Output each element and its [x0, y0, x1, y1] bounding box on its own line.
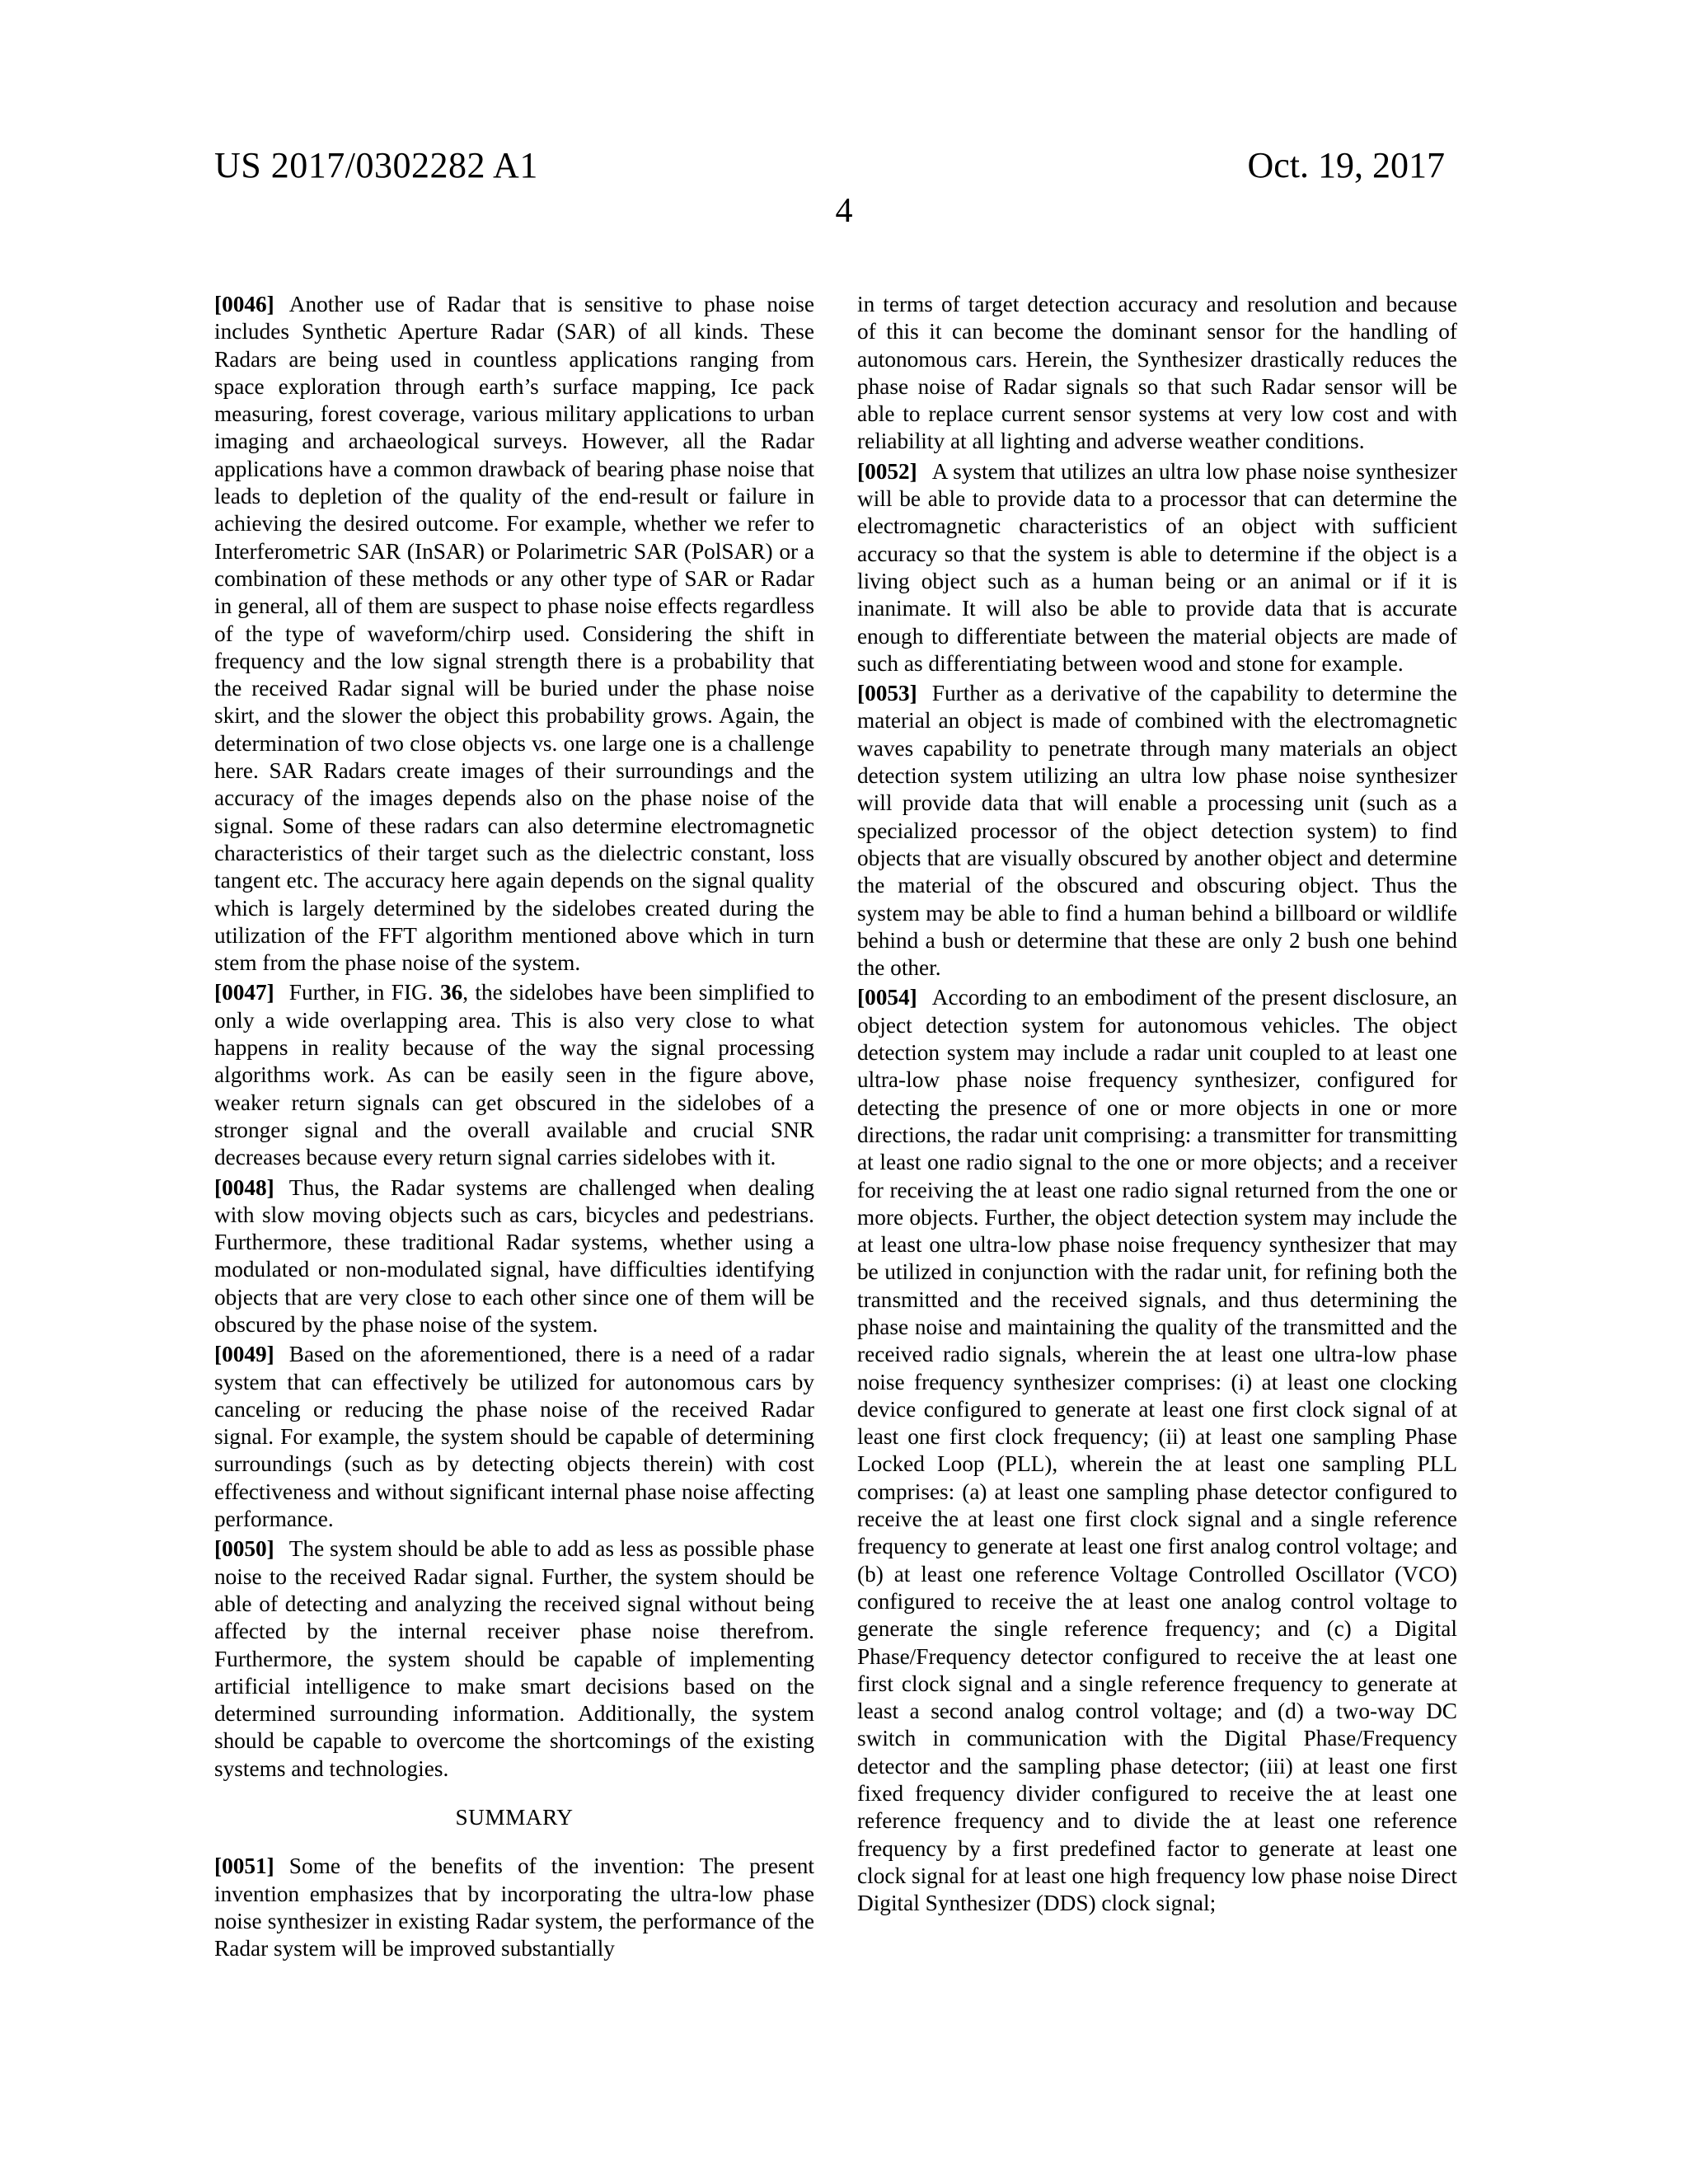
paragraph-number: [0052] [857, 458, 917, 484]
paragraph-number: [0046] [214, 292, 274, 316]
paragraph-number: [0050] [214, 1536, 274, 1562]
paragraph-text: Some of the benefits of the invention: The present invention emphasizes that by incorporating the ultra-low phase noise synthesizer in existing Radar system, the performance of the Radar system will be improved substantially [214, 1854, 814, 1961]
paragraph-number: [0054] [857, 985, 917, 1010]
paragraph-0051-continued [857, 291, 1457, 456]
paragraph-number: [0053] [857, 681, 917, 706]
paragraph-0046 [214, 291, 814, 977]
figure-reference: 36 [439, 980, 463, 1005]
paragraph-0052 [857, 458, 1457, 677]
paragraph-0049 [214, 1341, 814, 1533]
paragraph-0053 [857, 680, 1457, 982]
page-number: 4 [835, 192, 853, 230]
paragraph-text: Further as a derivative of the capability to determine the material an object is made of combined with the electromagnetic waves capability to penetrate through many materials an object detection system utilizing an ultra low phase noise synthesizer will provide data that will enable a processing unit (such as a specialized processor of the object detection system) to find objects that are visually obscured by another object and determine the material of the obscured and obscuring object. Thus the system may be able to find a human behind a billboard or wildlife behind a bush or determine that these are only 2 bush one behind the other. [857, 681, 1457, 981]
paragraph-text: Another use of Radar that is sensitive to phase noise includes Synthetic Aperture Radar (SAR) of all kinds. These Radars are being used in countless applications ranging from space exploration through earth’s surface mapping, Ice pack measuring, forest coverage, various military applications to urban imaging and archaeological surveys. However, all the Radar applications have a common drawback of bearing phase noise that leads to depletion of the quality of the end-result or failure in achieving the desired outcome. For example, whether we refer to Interferometric SAR (InSAR) or Polarimetric SAR (PolSAR) or a combination of these methods or any other type of SAR or Radar in general, all of them are suspect to phase noise effects regardless of the type of waveform/chirp used. Considering the shift in frequency and the low signal strength there is a probability that the received Radar signal will be buried under the phase noise skirt, and the slower the object this probability grows. Again, the determination of two close objects vs. one large one is a challenge here. SAR Radars create images of their surroundings and the accuracy of the images depends also on the phase noise of the signal. Some of these radars can also determine electromagnetic characteristics of their target such as the dielectric constant, loss tangent etc. The accuracy here again depends on the signal quality which is largely determined by the sidelobes created during the utilization of the FFT algorithm mentioned above which in turn stem from the phase noise of the system. [214, 292, 814, 976]
right-column [857, 291, 1457, 1920]
patent-number: US 2017/0302282 A1 [214, 145, 538, 185]
paragraph-text: According to an embodiment of the present disclosure, an object detection system for autonomous vehicles. The object detection system may include a radar unit coupled to at least one ultra-low phase noise frequency synthesizer, configured for detecting the presence of one or more objects in one or more directions, the radar unit comprising: a transmitter for transmitting at least one radio signal to the one or more objects; and a receiver for receiving the at least one radio signal returned from the one or more objects. Further, the object detection system may include the at least one ultra-low phase noise frequency synthesizer that may be utilized in conjunction with the radar unit, for refining both the transmitted and the received signals, and thus determining the phase noise and maintaining the quality of the transmitted and the received radio signals, wherein the at least one ultra-low phase noise frequency synthesizer comprises: (i) at least one clocking device configured to generate at least one first clock signal of at least one first clock frequency; (ii) at least one sampling Phase Locked Loop (PLL), wherein the at least one sampling PLL comprises: (a) at least one sampling phase detector configured to receive the at least one first clock signal and a single reference frequency to generate at least one first analog control voltage; and (b) at least one reference Voltage Controlled Oscillator (VCO) configured to receive the at least one analog control voltage to generate the single reference frequency; and (c) a Digital Phase/Frequency detector configured to receive the at least one first clock signal and a single reference frequency to generate at least a second analog control voltage; and (d) a two-way DC switch in communication with the Digital Phase/Frequency detector and the sampling phase detector; (iii) at least one first fixed frequency divider configured to receive the at least one reference frequency and to divide the at least one reference frequency by a first predefined factor to generate at least one clock signal for at least one high frequency low phase noise Direct Digital Synthesizer (DDS) clock signal; [857, 985, 1457, 1916]
paragraph-0047 [214, 979, 814, 1171]
paragraph-0050 [214, 1535, 814, 1783]
paragraph-text: Based on the aforementioned, there is a need of a radar system that can effectively be utilized for autonomous cars by canceling or reducing the phase noise of the received Radar signal. For example, the system should be capable of determining surroundings (such as by detecting objects therein) with cost effectiveness and without significant internal phase noise affecting performance. [214, 1342, 814, 1532]
paragraph-0054 [857, 984, 1457, 1917]
paragraph-text: Further, in FIG. [288, 980, 434, 1005]
paragraph-number: [0051] [214, 1854, 274, 1879]
paragraph-0048 [214, 1174, 814, 1339]
paragraph-text: Thus, the Radar systems are challenged when dealing with slow moving objects such as cars, bicycles and pedestrians. Furthermore, these traditional Radar systems, whether using a modulated or non-modulated signal, have difficulties identifying objects that are very close to each other since one of them will be obscured by the phase noise of the system. [214, 1174, 814, 1337]
paragraph-number: [0047] [214, 980, 274, 1005]
summary-heading: SUMMARY [455, 1805, 574, 1830]
left-column [214, 291, 814, 1966]
paragraph-number: [0049] [214, 1342, 274, 1367]
paragraph-number: [0048] [214, 1174, 274, 1200]
paragraph-0051 [214, 1853, 814, 1962]
paragraph-text: , the sidelobes have been simplified to only a wide overlapping area. This is also very close to what happens in reality because of the way the signal processing algorithms work. As can be easily seen in the figure above, weaker return signals can get obscured in the sidelobes of a stronger signal and the overall available and crucial SNR decreases because every return signal carries sidelobes with it. [214, 980, 814, 1170]
paragraph-text: The system should be able to add as less as possible phase noise to the received Radar signal. Further, the system should be able of detecting and analyzing the received signal without being affected by the internal receiver phase noise therefrom. Furthermore, the system should be capable of implementing artificial intelligence to make smart decisions based on the determined surrounding information. Additionally, the system should be capable to overcome the shortcomings of the existing systems and technologies. [214, 1536, 814, 1781]
paragraph-text: in terms of target detection accuracy and resolution and because of this it can become the dominant sensor for the handling of autonomous cars. Herein, the Synthesizer drastically reduces the phase noise of Radar signals so that such Radar sensor will be able to replace current sensor systems at very low cost and with reliability at all lighting and adverse weather conditions. [857, 292, 1457, 454]
publication-date: Oct. 19, 2017 [1247, 145, 1445, 185]
paragraph-text: A system that utilizes an ultra low phase noise synthesizer will be able to provide data to a processor that can determine the electromagnetic characteristics of an object with sufficient accuracy so that the system is able to determine if the object is a living object such as a human being or an animal or if it is inanimate. It will also be able to provide data that is accurate enough to differentiate between the material objects are made of such as differentiating between wood and stone for example. [857, 458, 1457, 676]
